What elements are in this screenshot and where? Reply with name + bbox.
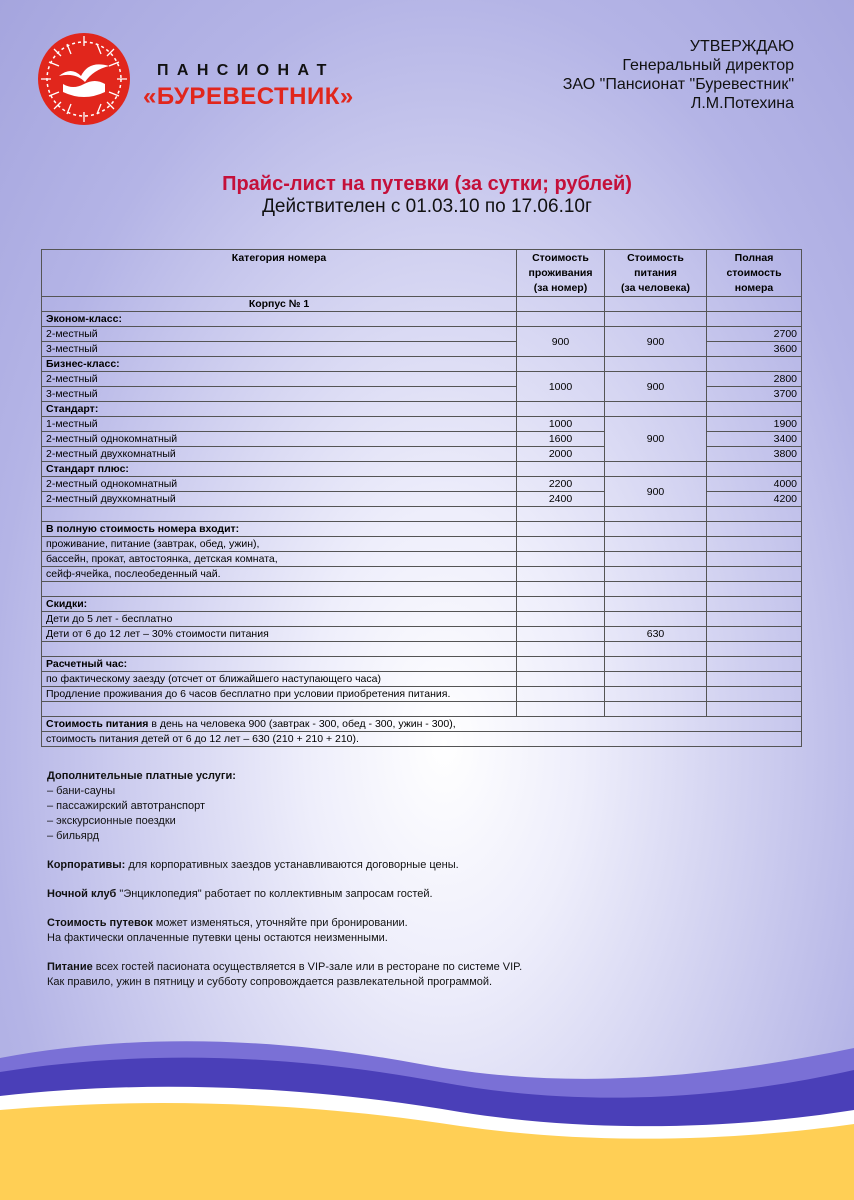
total-price-cell: 3400 <box>707 432 802 447</box>
total-price-cell: 4000 <box>707 477 802 492</box>
meal-price-cell <box>605 357 707 372</box>
total-price-cell <box>707 672 802 687</box>
column-header-line: (за человека) <box>621 282 690 294</box>
stay-price-cell <box>517 522 605 537</box>
stay-price-cell: 2200 <box>517 477 605 492</box>
stay-price-cell <box>517 537 605 552</box>
services-block <box>47 769 807 844</box>
meal-price-cell: 900 <box>605 327 707 357</box>
column-header-line: питания <box>634 267 677 279</box>
stay-price-cell <box>517 312 605 327</box>
table-row <box>42 372 802 387</box>
category-cell: по фактическому заезду (отсчет от ближайшего наступающего часа) <box>42 672 517 687</box>
stay-price-cell <box>517 702 605 717</box>
service-item: – бани-сауны <box>47 785 116 797</box>
category-cell: 1-местный <box>42 417 517 432</box>
section-label: Расчетный час: <box>42 657 517 672</box>
stay-price-cell <box>517 597 605 612</box>
wide-note-label: Стоимость питания <box>46 718 149 730</box>
voucher-text: может изменяться, уточняйте при бронировании. <box>152 917 408 929</box>
stay-price-cell: 1000 <box>517 372 605 402</box>
table-text-row <box>42 552 802 567</box>
total-price-cell <box>707 597 802 612</box>
meal-price-cell <box>605 522 707 537</box>
table-row <box>42 477 802 492</box>
meal-price-cell <box>605 702 707 717</box>
wide-note-text: стоимость питания детей от 6 до 12 лет – 630 (210 + 210 + 210). <box>46 733 359 745</box>
meal-price-cell <box>605 582 707 597</box>
meal-price-cell <box>605 657 707 672</box>
brand-name-line2: «БУРЕВЕСТНИК» <box>143 83 354 110</box>
meal-price-cell <box>605 567 707 582</box>
voucher-text-line2: На фактически оплаченные путевки цены остаются неизменными. <box>47 932 388 944</box>
meal-price-cell: 900 <box>605 417 707 462</box>
column-header-line: Полная <box>734 252 774 264</box>
stay-price-cell <box>517 672 605 687</box>
corporate-text: для корпоративных заездов устанавливаются договорные цены. <box>125 859 459 871</box>
table-wide-row <box>42 732 802 747</box>
table-row <box>42 417 802 432</box>
meal-price-cell <box>605 537 707 552</box>
night-club-text: "Энциклопедия" работает по коллективным запросам гостей. <box>116 888 433 900</box>
stay-price-cell: 900 <box>517 327 605 357</box>
total-price-cell: 3600 <box>707 342 802 357</box>
stay-price-cell: 1000 <box>517 417 605 432</box>
food-note <box>47 960 807 990</box>
total-price-cell <box>707 657 802 672</box>
column-header-line: Категория номера <box>231 252 327 264</box>
category-cell: 2-местный <box>42 327 517 342</box>
table-row <box>42 627 802 642</box>
additional-notes <box>47 769 807 1004</box>
food-text-line2: Как правило, ужин в пятницу и субботу сопровождается развлекательной программой. <box>47 976 493 988</box>
category-cell <box>42 582 517 597</box>
total-price-cell <box>707 612 802 627</box>
table-section-row <box>42 357 802 372</box>
stay-price-cell <box>517 627 605 642</box>
total-price-cell: 3700 <box>707 387 802 402</box>
table-text-row <box>42 567 802 582</box>
service-item: – экскурсионные поездки <box>47 815 176 827</box>
food-text: всех гостей пасионата осуществляется в VIP-зале или в ресторане по системе VIP. <box>92 961 523 973</box>
column-header-line: Стоимость <box>532 252 589 264</box>
meal-price-cell <box>605 297 707 312</box>
total-price-cell <box>707 552 802 567</box>
column-header-line: Стоимость <box>627 252 684 264</box>
stay-price-cell: 1600 <box>517 432 605 447</box>
category-cell <box>42 507 517 522</box>
price-table-header <box>42 250 802 297</box>
price-table-body <box>42 297 802 747</box>
approval-line: УТВЕРЖДАЮ <box>689 38 794 55</box>
category-cell: Дети до 5 лет - бесплатно <box>42 612 517 627</box>
stay-price-cell <box>517 657 605 672</box>
approval-line: ЗАО "Пансионат "Буревестник" <box>562 76 794 93</box>
total-price-cell <box>707 627 802 642</box>
voucher-label: Стоимость путевок <box>47 917 153 929</box>
building-label: Корпус № 1 <box>42 297 517 312</box>
total-price-cell <box>707 507 802 522</box>
wide-note-cell <box>42 732 802 747</box>
meal-price-cell <box>605 642 707 657</box>
total-price-cell <box>707 522 802 537</box>
meal-price-cell <box>605 507 707 522</box>
total-price-cell: 3800 <box>707 447 802 462</box>
category-cell: Дети от 6 до 12 лет – 30% стоимости питания <box>42 627 517 642</box>
stay-price-cell <box>517 462 605 477</box>
category-cell: 2-местный однокомнатный <box>42 477 517 492</box>
category-cell <box>42 702 517 717</box>
table-blank-row <box>42 702 802 717</box>
section-label: Скидки: <box>42 597 517 612</box>
column-header-line: проживания <box>528 267 593 279</box>
stay-price-cell <box>517 687 605 702</box>
services-title: Дополнительные платные услуги: <box>47 770 236 782</box>
category-cell: сейф-ячейка, послеобеденный чай. <box>42 567 517 582</box>
approval-block <box>563 37 794 113</box>
table-text-row <box>42 537 802 552</box>
total-price-cell <box>707 357 802 372</box>
table-wide-row <box>42 717 802 732</box>
column-header <box>42 250 517 297</box>
wide-note-cell <box>42 717 802 732</box>
stay-price-cell <box>517 552 605 567</box>
approval-line: Л.М.Потехина <box>690 95 794 112</box>
meal-price-cell: 900 <box>605 477 707 507</box>
category-cell: 2-местный двухкомнатный <box>42 492 517 507</box>
column-header <box>707 250 802 297</box>
total-price-cell <box>707 582 802 597</box>
total-price-cell <box>707 537 802 552</box>
food-label: Питание <box>47 961 93 973</box>
total-price-cell <box>707 687 802 702</box>
corporate-label: Корпоративы: <box>47 859 126 871</box>
service-item: – пассажирский автотранспорт <box>47 800 205 812</box>
column-header <box>605 250 707 297</box>
validity-period: Действителен с 01.03.10 по 17.06.10г <box>262 196 592 217</box>
stay-price-cell <box>517 507 605 522</box>
total-price-cell: 1900 <box>707 417 802 432</box>
total-price-cell: 2800 <box>707 372 802 387</box>
table-section-row <box>42 402 802 417</box>
price-table <box>41 249 802 747</box>
total-price-cell <box>707 312 802 327</box>
stay-price-cell <box>517 402 605 417</box>
column-header-line: стоимость <box>726 267 782 279</box>
category-cell: 2-местный <box>42 372 517 387</box>
table-blank-row <box>42 582 802 597</box>
category-cell <box>42 642 517 657</box>
service-item: – бильярд <box>47 830 100 842</box>
section-label: Стандарт: <box>42 402 517 417</box>
table-text-row <box>42 687 802 702</box>
column-header <box>517 250 605 297</box>
table-section-row <box>42 462 802 477</box>
meal-price-cell: 900 <box>605 372 707 402</box>
stay-price-cell <box>517 612 605 627</box>
meal-price-cell <box>605 612 707 627</box>
table-text-row <box>42 612 802 627</box>
stay-price-cell <box>517 582 605 597</box>
meal-price-cell <box>605 402 707 417</box>
logo-icon <box>37 32 131 126</box>
category-cell: 3-местный <box>42 387 517 402</box>
meal-price-cell <box>605 312 707 327</box>
stay-price-cell <box>517 642 605 657</box>
stay-price-cell <box>517 357 605 372</box>
table-section-row <box>42 522 802 537</box>
section-label: Эконом-класс: <box>42 312 517 327</box>
stay-price-cell: 2400 <box>517 492 605 507</box>
table-blank-row <box>42 507 802 522</box>
section-label: Бизнес-класс: <box>42 357 517 372</box>
category-cell: проживание, питание (завтрак, обед, ужин), <box>42 537 517 552</box>
total-price-cell <box>707 297 802 312</box>
meal-price-cell <box>605 462 707 477</box>
brand-name-line1: ПАНСИОНАТ <box>157 62 335 79</box>
category-cell: Продление проживания до 6 часов бесплатно при условии приобретения питания. <box>42 687 517 702</box>
section-label: В полную стоимость номера входит: <box>42 522 517 537</box>
total-price-cell <box>707 702 802 717</box>
total-price-cell <box>707 402 802 417</box>
night-club-note <box>47 887 807 902</box>
total-price-cell <box>707 462 802 477</box>
table-blank-row <box>42 642 802 657</box>
column-header-line: (за номер) <box>533 282 588 294</box>
night-club-label: Ночной клуб <box>47 888 117 900</box>
total-price-cell <box>707 567 802 582</box>
meal-price-cell: 630 <box>605 627 707 642</box>
voucher-note <box>47 916 807 946</box>
table-section-row <box>42 597 802 612</box>
category-cell: 2-местный двухкомнатный <box>42 447 517 462</box>
table-text-row <box>42 672 802 687</box>
wide-note-text: в день на человека 900 (завтрак - 300, обед - 300, ужин - 300), <box>148 718 456 730</box>
section-label: Стандарт плюс: <box>42 462 517 477</box>
table-row <box>42 327 802 342</box>
corporate-note <box>47 858 807 873</box>
stay-price-cell: 2000 <box>517 447 605 462</box>
meal-price-cell <box>605 552 707 567</box>
total-price-cell: 4200 <box>707 492 802 507</box>
total-price-cell <box>707 642 802 657</box>
meal-price-cell <box>605 597 707 612</box>
stay-price-cell <box>517 567 605 582</box>
meal-price-cell <box>605 672 707 687</box>
meal-price-cell <box>605 687 707 702</box>
total-price-cell: 2700 <box>707 327 802 342</box>
stay-price-cell <box>517 297 605 312</box>
table-section-row <box>42 312 802 327</box>
decorative-waves <box>0 1030 854 1200</box>
category-cell: 3-местный <box>42 342 517 357</box>
category-cell: 2-местный однокомнатный <box>42 432 517 447</box>
document-title: Прайс-лист на путевки (за сутки; рублей) <box>222 173 632 195</box>
column-header-line: номера <box>734 282 774 294</box>
table-section-row <box>42 657 802 672</box>
category-cell: бассейн, прокат, автостоянка, детская комната, <box>42 552 517 567</box>
table-sub-row <box>42 297 802 312</box>
approval-line: Генеральный директор <box>622 57 794 74</box>
